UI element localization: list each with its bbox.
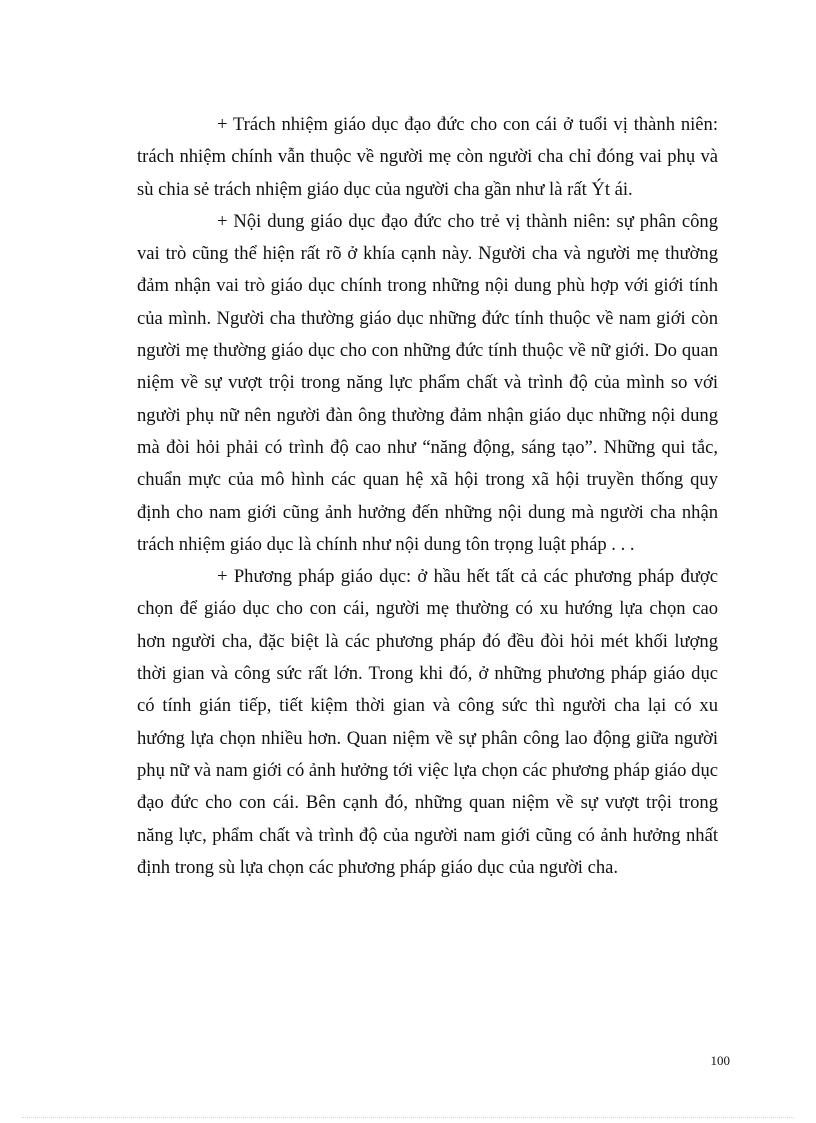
page-number: 100 (710, 1053, 730, 1068)
footer-divider (22, 1117, 794, 1118)
paragraph-responsibility: + Trách nhiệm giáo dục đạo đức cho con cái ở tuổi vị thành niên: trách nhiệm chính vẫn thuộc về người mẹ còn người cha chỉ đóng vai phụ và sù chia sẻ trách nhiệm giáo dục của người cha gần như là rất Ýt ái. (137, 114, 718, 200)
paragraph-content: + Nội dung giáo dục đạo đức cho trẻ vị thành niên: sự phân công vai trò cũng thể hiện rất rõ ở khía cạnh này. Người cha và người mẹ thường đảm nhận vai trò giáo dục chính trong những nội dung phù hợp với giới tính của mình. Người cha thường giáo dục những đức tính thuộc về nam giới còn người mẹ thường giáo dục cho con những đức tính thuộc về nữ giới. Do quan niệm về sự vượt trội trong năng lực phẩm chất và trình độ của mình so với người phụ nữ nên người đàn ông thường đảm nhận giáo dục những nội dung mà đòi hỏi phải có trình độ cao như “năng động, sáng tạo”. Những qui tắc, chuẩn mực của mô hình các quan hệ xã hội trong xã hội truyền thống quy định cho nam giới cũng ảnh hưởng đến những nội dung mà người cha nhận trách nhiệm giáo dục là chính như nội dung tôn trọng luật pháp . . . (137, 210, 718, 555)
paragraph-method: + Phương pháp giáo dục: ở hầu hết tất cả các phương pháp được chọn để giáo dục cho con cái, người mẹ thường có xu hướng lựa chọn cao hơn người cha, đặc biệt là các phương pháp đó đều đòi hỏi mét khối lượng thời gian và công sức rất lớn. Trong khi đó, ở những phương pháp giáo dục có tính gián tiếp, tiết kiệm thời gian và công sức thì người cha lại có xu hướng lựa chọn nhiều hơn. Quan niệm về sự phân công lao động giữa người phụ nữ và nam giới có ảnh hưởng tới việc lựa chọn các phương pháp giáo dục đạo đức cho con cái. Bên cạnh đó, những quan niệm về sự vượt trội trong năng lực, phẩm chất và trình độ của người nam giới cũng có ảnh hưởng nhất định trong sù lựa chọn các phương pháp giáo dục của người cha. (137, 566, 718, 878)
body-text (137, 109, 718, 884)
